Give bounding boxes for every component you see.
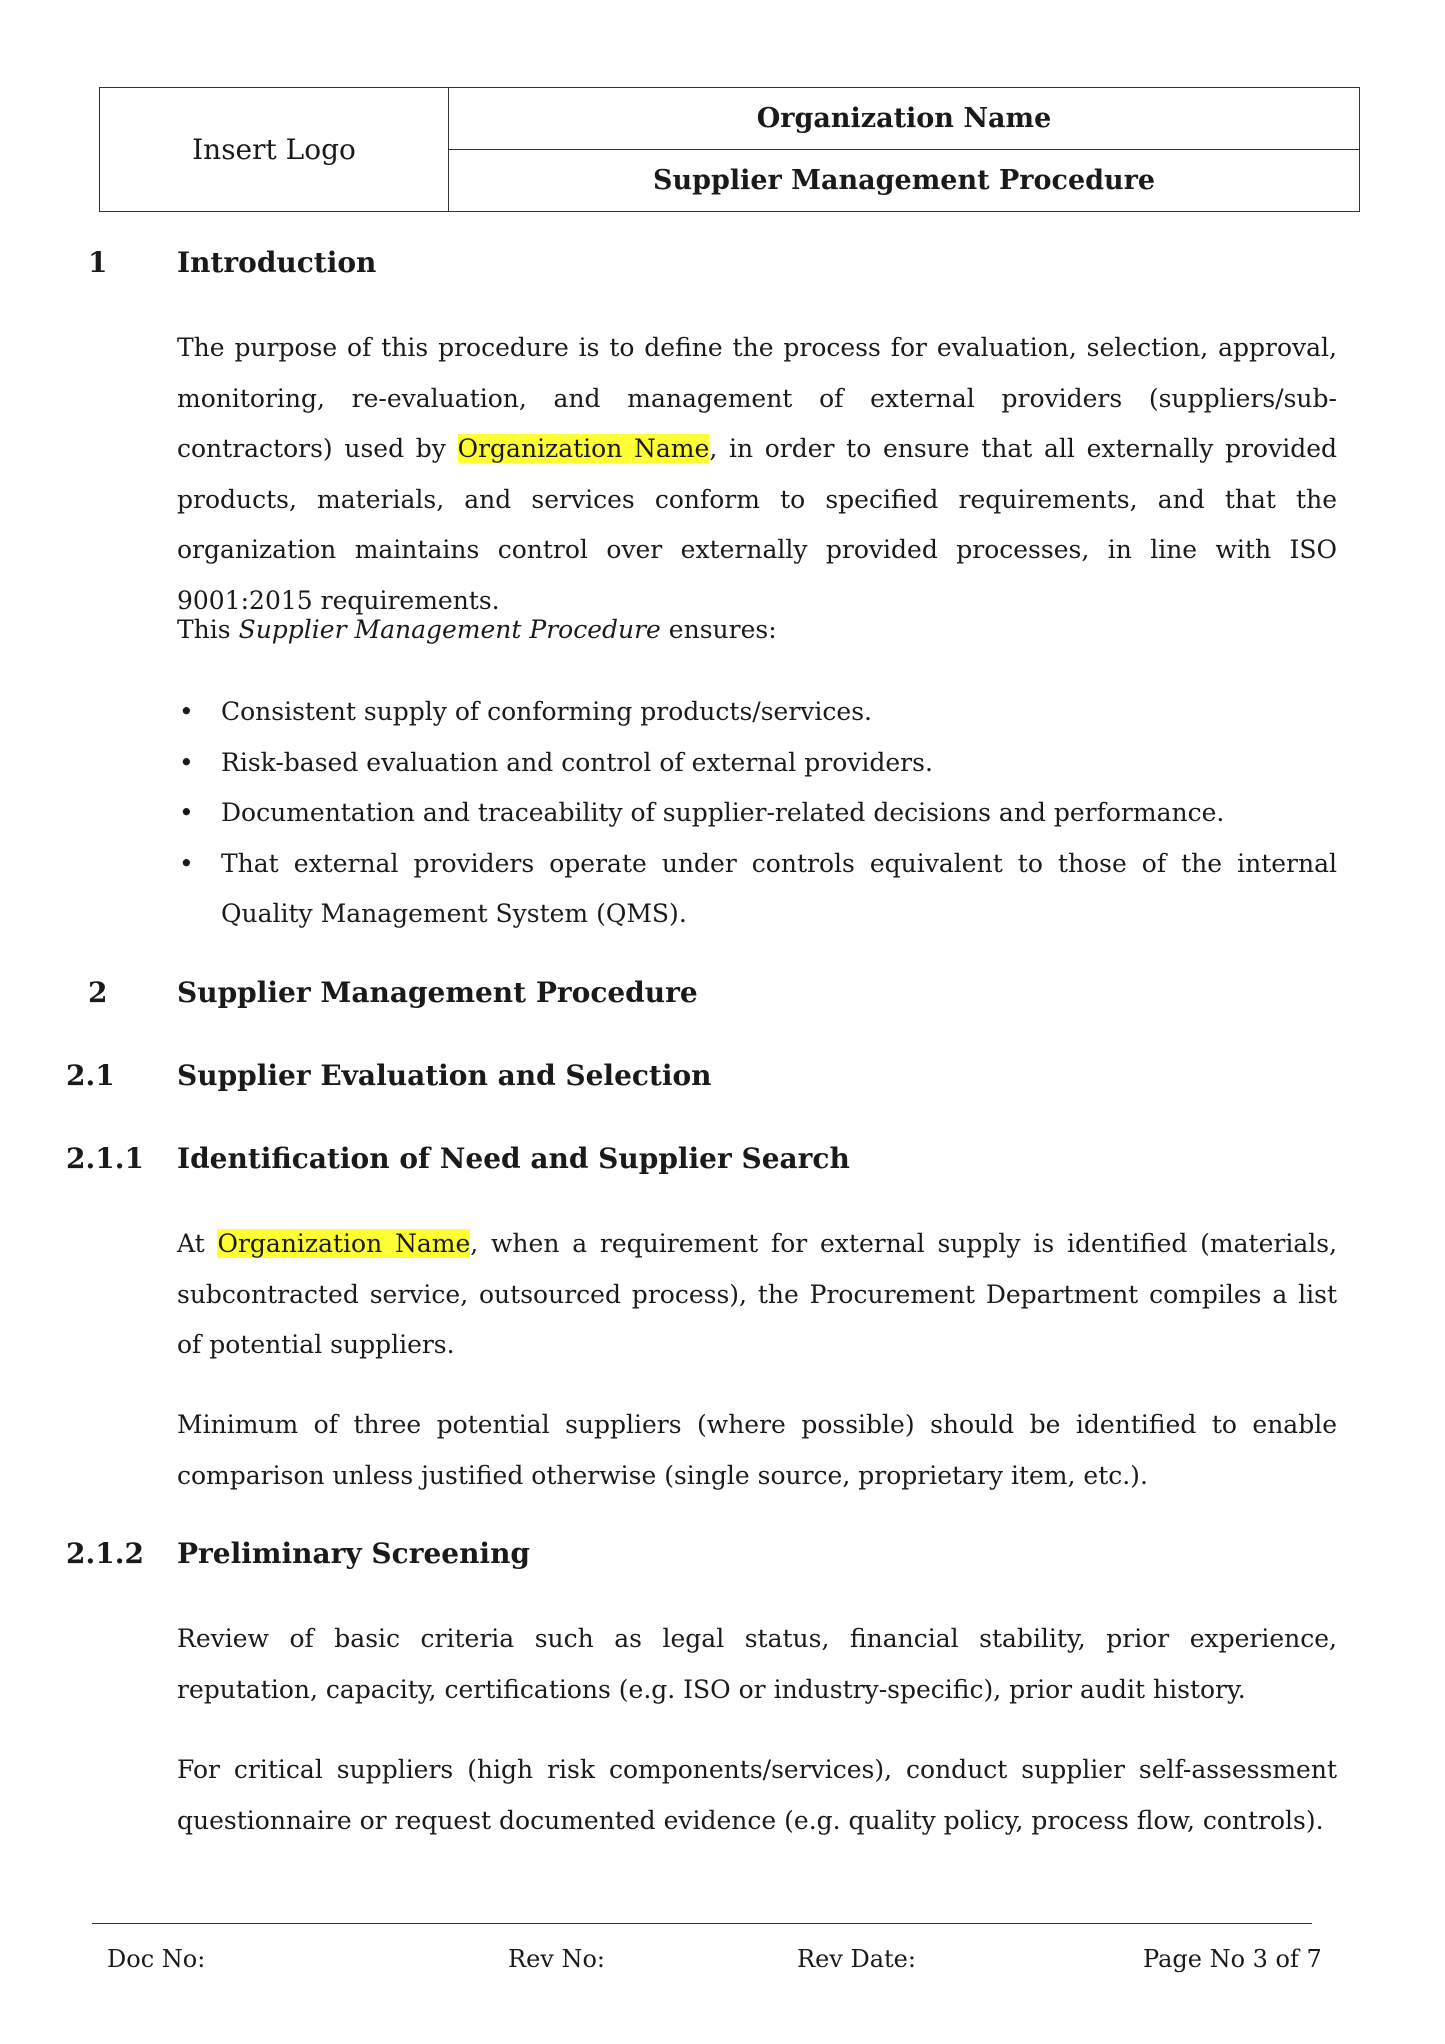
highlighted-organization-name: Organization Name	[457, 434, 710, 463]
need-identification-paragraph	[177, 1219, 1337, 1371]
document-title-header: Supplier Management Procedure	[449, 150, 1360, 212]
bullet-icon: •	[179, 848, 194, 878]
section-number: 2.1	[66, 1059, 115, 1092]
footer-rev-date: Rev Date:	[797, 1945, 916, 1973]
list-item-text: Consistent supply of conforming products/services.	[221, 697, 872, 726]
ensures-paragraph	[177, 605, 1337, 656]
footer-rev-no: Rev No:	[508, 1945, 605, 1973]
section-title: Identification of Need and Supplier Search	[177, 1142, 850, 1175]
bullet-icon: •	[179, 697, 194, 726]
text-span: At	[177, 1229, 218, 1258]
list-item-text: Risk-based evaluation and control of external providers.	[221, 747, 933, 777]
list-item	[177, 788, 1337, 839]
document-header-table	[99, 87, 1360, 212]
italic-procedure-name: Supplier Management Procedure	[238, 615, 661, 644]
text-span: , in order to ensure that all externally provided products, materials, and services conform to specified requirements, and that the organization maintains control over externally provided processes, in line with ISO 9001:2015 requirements.	[177, 434, 1337, 615]
text-span: This	[177, 615, 239, 644]
list-item-text: That external providers operate under controls equivalent to those of the internal Quality Management System (QMS).	[221, 848, 1337, 928]
screening-criteria-paragraph: Review of basic criteria such as legal status, financial stability, prior experience, reputation, capacity, certifications (e.g. ISO or industry-specific), prior audit history.	[177, 1624, 1337, 1704]
list-item	[177, 738, 1337, 789]
logo-placeholder: Insert Logo	[100, 88, 449, 212]
critical-suppliers-paragraph: For critical suppliers (high risk components/services), conduct supplier self-assessment questionnaire or request documented evidence (e.g. quality policy, process flow, controls).	[177, 1755, 1337, 1835]
section-title: Introduction	[177, 246, 377, 279]
highlighted-organization-name: Organization Name	[217, 1229, 471, 1258]
text-span: ensures:	[660, 615, 777, 644]
footer-divider	[92, 1923, 1312, 1924]
bullet-list	[177, 687, 1337, 940]
section-title: Preliminary Screening	[177, 1537, 531, 1570]
section-number: 2.1.2	[66, 1537, 144, 1570]
text-span: The purpose of this procedure is to define the process for evaluation, selection, approval, monitoring, re-evaluation, and management of external providers (suppliers/sub-contractors) used by	[177, 333, 1337, 463]
list-item	[177, 839, 1337, 940]
section-number: 2.1.1	[66, 1142, 144, 1175]
footer-page-number: Page No 3 of 7	[1143, 1945, 1322, 1973]
section-number: 1	[88, 246, 108, 279]
list-item	[177, 687, 1337, 738]
text-span: , when a requirement for external supply is identified (materials, subcontracted service, outsourced process), the Procurement Department compiles a list of potential suppliers.	[177, 1229, 1338, 1359]
section-title: Supplier Evaluation and Selection	[177, 1059, 712, 1092]
section-number: 2	[88, 976, 108, 1009]
organization-name-header: Organization Name	[449, 88, 1360, 150]
bullet-icon: •	[179, 747, 194, 777]
list-item-text: Documentation and traceability of supplier-related decisions and performance.	[221, 798, 1225, 827]
intro-paragraph	[177, 323, 1337, 626]
footer-doc-no: Doc No:	[107, 1945, 206, 1973]
bullet-icon: •	[179, 798, 194, 827]
section-title: Supplier Management Procedure	[177, 976, 698, 1009]
minimum-suppliers-paragraph: Minimum of three potential suppliers (where possible) should be identified to enable comparison unless justified otherwise (single source, proprietary item, etc.).	[177, 1410, 1337, 1490]
